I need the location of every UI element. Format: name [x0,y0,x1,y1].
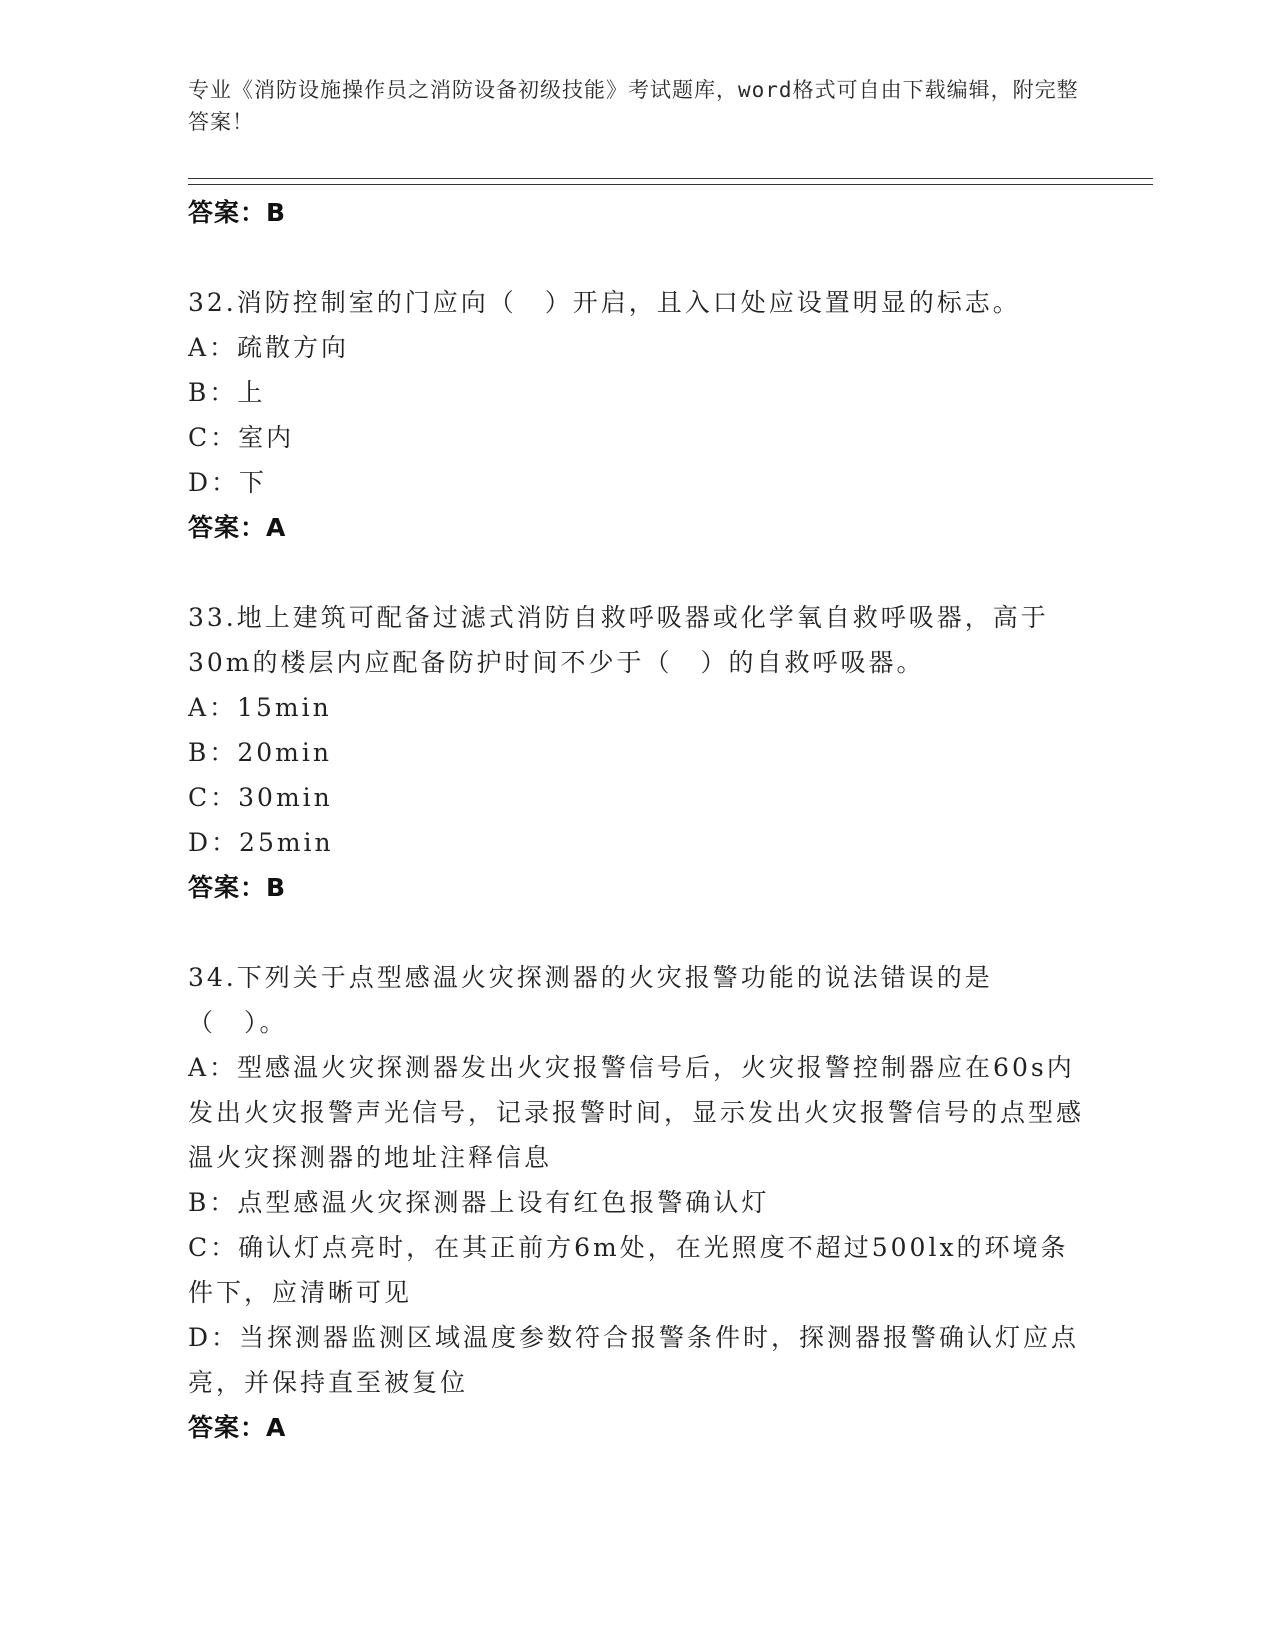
option-a: A：15min [188,693,332,722]
spacer [188,550,1088,595]
option-c: C：30min [188,783,333,812]
option-a: A：疏散方向 [188,333,350,362]
header-divider-top [188,178,1153,179]
question-list [188,190,1088,1450]
spacer [188,910,1088,955]
option-b: B：20min [188,738,332,767]
option-b: B：上 [188,378,266,407]
header-note: 专业《消防设施操作员之消防设备初级技能》考试题库，word格式可自由下载编辑，附完整答案！ [188,78,1079,134]
option-d: D：25min [188,828,334,857]
option-c: C：确认灯点亮时，在其正前方6m处，在光照度不超过500lx的环境条件下，应清晰可见 [188,1233,1069,1307]
answer: 答案：A [188,513,287,542]
header-divider-bottom [188,184,1153,185]
option-d: D：当探测器监测区域温度参数符合报警条件时，探测器报警确认灯应点亮，并保持直至被复位 [188,1323,1080,1397]
option-b: B：点型感温火灾探测器上设有红色报警确认灯 [188,1188,770,1217]
question-34 [188,955,1088,1450]
spacer [188,235,1088,280]
option-c: C：室内 [188,423,295,452]
answer: 答案：A [188,1413,287,1442]
option-d: D：下 [188,468,268,497]
answer: 答案：B [188,873,287,902]
option-a: A：型感温火灾探测器发出火灾报警信号后，火灾报警控制器应在60s内发出火灾报警声光信号，记录报警时间，显示发出火灾报警信号的点型感温火灾探测器的地址注释信息 [188,1053,1085,1172]
question-stem: 33.地上建筑可配备过滤式消防自救呼吸器或化学氧自救呼吸器，高于30m的楼层内应配备防护时间不少于（ ）的自救呼吸器。 [188,603,1049,677]
question-stem: 32.消防控制室的门应向（ ）开启，且入口处应设置明显的标志。 [188,288,1021,317]
question-32 [188,280,1088,550]
question-stem: 34.下列关于点型感温火灾探测器的火灾报警功能的说法错误的是（ ）。 [188,963,993,1037]
previous-answer: 答案：B [188,198,287,227]
question-33 [188,595,1088,910]
